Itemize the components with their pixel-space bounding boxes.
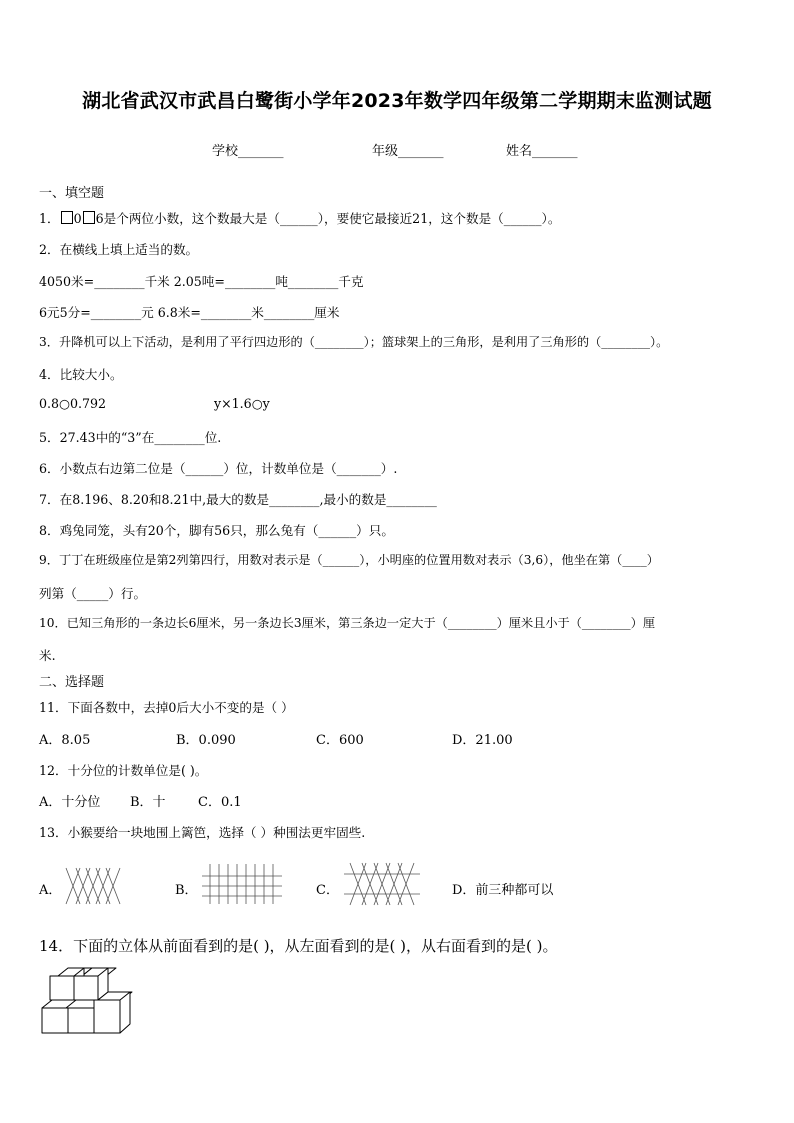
option-c: C． <box>316 883 339 898</box>
grade-field: 年级_______ <box>372 144 444 159</box>
section-choice: 二、选择题 <box>39 675 105 690</box>
option-a: A． <box>39 883 62 898</box>
question-2-line-2: 6元5分=________元 6.8米=________米________厘米 <box>39 305 340 320</box>
option-b: B． <box>175 883 198 898</box>
fence-rail-figure <box>344 861 420 907</box>
school-field: 学校_______ <box>212 144 284 159</box>
question-1 <box>39 208 560 227</box>
question-7: 7．在8.196、8.20和8.21中,最大的数是________,最小的数是________ <box>39 492 437 507</box>
option-c: C．0.1 <box>198 795 242 810</box>
question-2-line-1: 4050米=________千米 2.05吨=________吨________千克 <box>39 274 364 289</box>
question-4-a: 0.8○0.792 <box>39 396 107 411</box>
blank-box <box>61 211 73 224</box>
fence-diagonal-figure <box>64 864 124 906</box>
question-11: 11．下面各数中，去掉0后大小不变的是（ ） <box>39 700 294 715</box>
option-b: B．0.090 <box>176 733 236 748</box>
question-9-line-1: 9．丁丁在班级座位是第2列第四行，用数对表示是（______），小明座的位置用数对表示（3,6），他坐在第（____） <box>39 553 659 567</box>
question-6: 6．小数点右边第二位是（______）位，计数单位是（_______）. <box>39 461 398 476</box>
page-title: 湖北省武汉市武昌白鹭街小学年2023年数学四年级第二学期期末监测试题 <box>82 90 712 112</box>
digit-zero: 0 <box>73 211 82 226</box>
question-3: 3．升降机可以上下活动，是利用了平行四边形的（________）；篮球架上的三角形，是利用了三角形的（________）。 <box>39 335 669 349</box>
question-13: 13．小猴要给一块地围上篱笆，选择（ ）种围法更牢固些. <box>39 825 366 840</box>
question-4-b: y×1.6○y <box>214 396 270 411</box>
option-d: D．前三种都可以 <box>452 883 554 898</box>
question-9-line-2: 列第（_____）行。 <box>39 586 147 601</box>
option-b: B．十 <box>130 795 166 810</box>
question-10-line-1: 10．已知三角形的一条边长6厘米，另一条边长3厘米，第三条边一定大于（________）厘米且小于（________）厘 <box>39 616 656 630</box>
question-12: 12．十分位的计数单位是( )。 <box>39 763 208 778</box>
question-8: 8．鸡兔同笼，头有20个，脚有56只，那么兔有（______）只。 <box>39 523 394 538</box>
question-2: 2．在横线上填上适当的数。 <box>39 242 199 257</box>
fence-grid-figure <box>202 862 282 906</box>
question-14: 14．下面的立体从前面看到的是( )，从左面看到的是( )，从右面看到的是( )。 <box>39 937 558 955</box>
option-c: C．600 <box>316 733 364 748</box>
blank-box <box>83 211 95 224</box>
section-fill-in: 一、填空题 <box>39 186 105 201</box>
option-a: A．8.05 <box>39 733 91 748</box>
question-4: 4．比较大小。 <box>39 367 123 382</box>
option-a: A．十分位 <box>39 795 101 810</box>
option-d: D．21.00 <box>452 733 513 748</box>
question-text: 6是个两位小数，这个数最大是（______），要使它最接近21，这个数是（______）。 <box>95 211 561 226</box>
cube-stack-figure <box>40 966 135 1036</box>
question-5: 5．27.43中的“3”在________位. <box>39 430 222 445</box>
name-field: 姓名_______ <box>506 144 578 159</box>
question-number: 1． <box>39 211 60 226</box>
question-10-line-2: 米. <box>39 648 56 663</box>
